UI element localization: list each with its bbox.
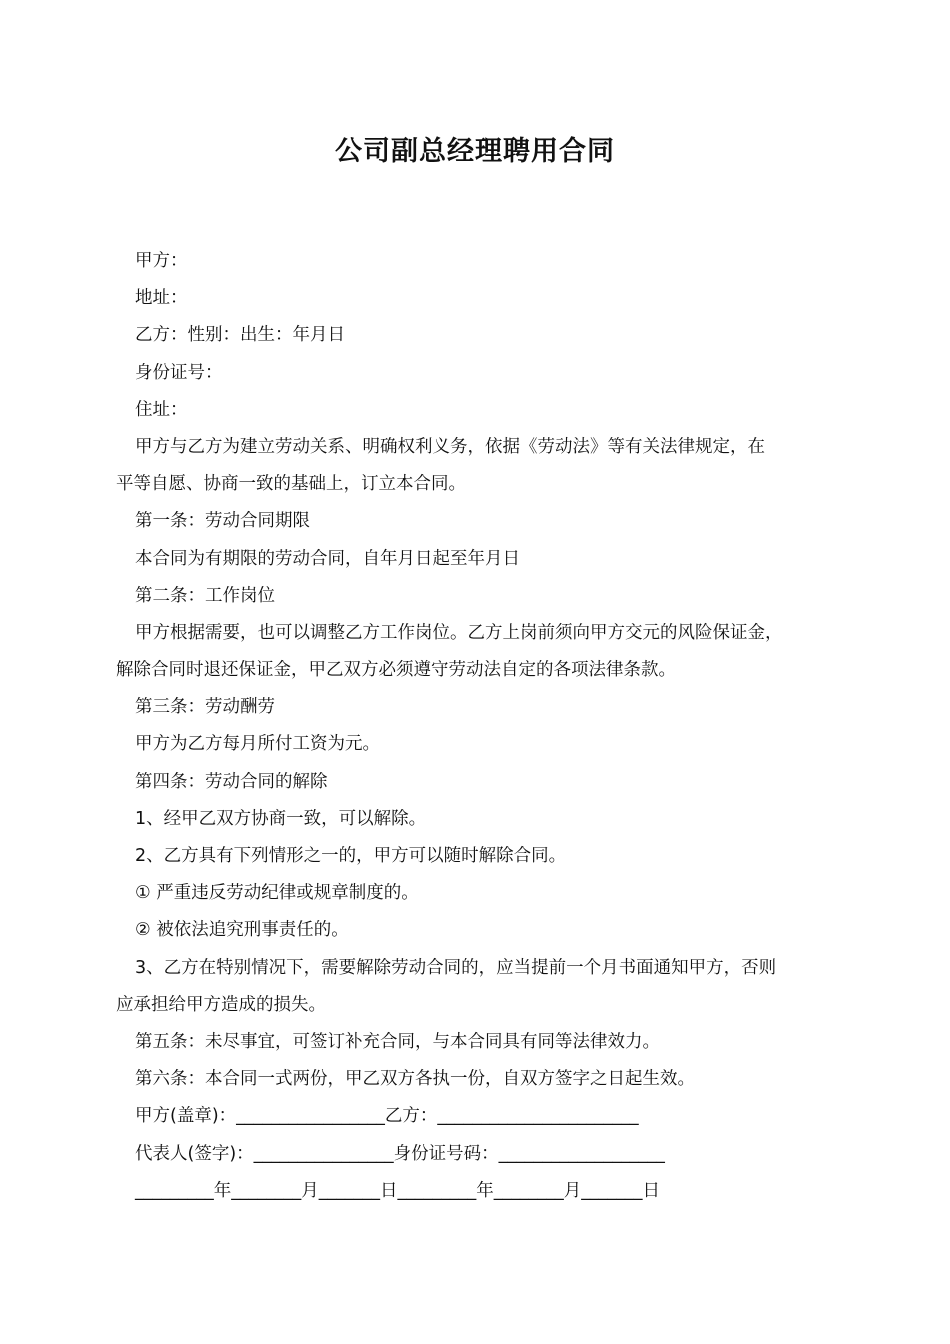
document-line: 甲方为乙方每月所付工资为元。 <box>135 734 380 755</box>
document-line: 1、经甲乙双方协商一致，可以解除。 <box>135 808 427 829</box>
document-line: 第四条：劳动合同的解除 <box>135 771 328 792</box>
document-line: 甲方与乙方为建立劳动关系、明确权利义务，依据《劳动法》等有关法律规定，在 <box>135 436 765 457</box>
document-line: 第二条：工作岗位 <box>135 585 275 606</box>
document-line: 第六条：本合同一式两份，甲乙双方各执一份，自双方签字之日起生效。 <box>135 1069 695 1090</box>
document-line: 应承担给甲方造成的损失。 <box>116 994 326 1015</box>
document-line: 解除合同时退还保证金，甲乙双方必须遵守劳动法自定的各项法律条款。 <box>116 660 676 681</box>
document-title: 公司副总经理聘用合同 <box>335 136 615 167</box>
document-body <box>116 243 856 1210</box>
document-line: 甲方： <box>135 251 188 271</box>
document-line: 3、乙方在特别情况下，需要解除劳动合同的，应当提前一个月书面通知甲方，否则 <box>135 957 777 978</box>
document-line: 代表人(签字)：________________身份证号码：___________________ <box>135 1143 665 1164</box>
document-line: 第三条：劳动酬劳 <box>135 697 275 718</box>
document-line: 第五条：未尽事宜，可签订补充合同，与本合同具有同等法律效力。 <box>135 1031 660 1052</box>
document-line: 住址： <box>135 399 188 420</box>
document-line: 身份证号： <box>135 362 223 383</box>
document-line: 第一条：劳动合同期限 <box>135 511 310 532</box>
document-line: 2、乙方具有下列情形之一的，甲方可以随时解除合同。 <box>135 846 567 866</box>
document-line: 平等自愿、协商一致的基础上，订立本合同。 <box>116 474 466 495</box>
document-line: ① 严重违反劳动纪律或规章制度的。 <box>135 883 419 904</box>
document-line: 本合同为有期限的劳动合同，自年月日起至年月日 <box>135 548 520 569</box>
document-line: 甲方(盖章)：_________________乙方：_______________________ <box>135 1106 639 1127</box>
document-line: ② 被依法追究刑事责任的。 <box>135 920 349 941</box>
document-line: 甲方根据需要，也可以调整乙方工作岗位。乙方上岗前须向甲方交元的风险保证金， <box>135 622 783 643</box>
document-line: 地址： <box>135 288 188 309</box>
document-line: _________年________月_______日_________年________月_______日 <box>135 1180 660 1201</box>
document-line: 乙方：性别：出生：年月日 <box>135 325 345 346</box>
